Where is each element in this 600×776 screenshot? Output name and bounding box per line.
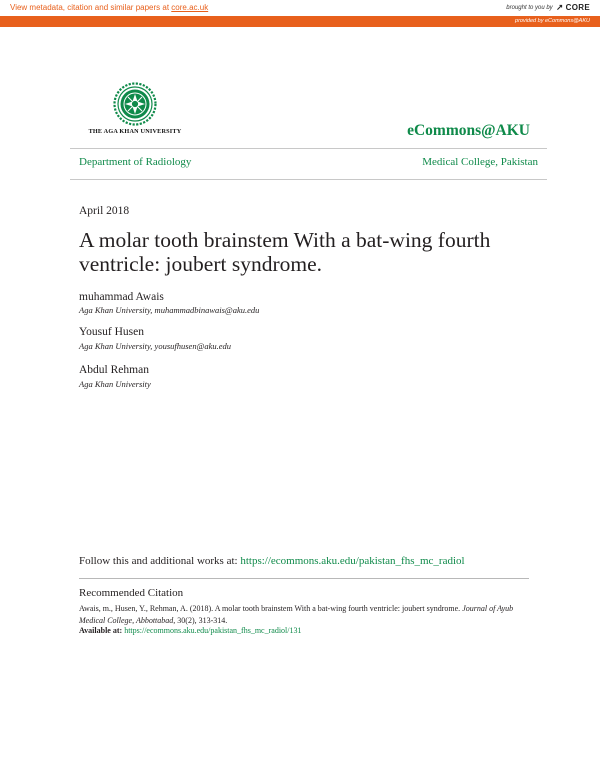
author-affiliation: Aga Khan University, yousufhusen@aku.edu [79, 341, 232, 351]
citation-text [79, 603, 529, 626]
core-banner-strip [0, 16, 600, 27]
recommended-citation-heading: Recommended Citation [79, 587, 184, 599]
university-name: THE AGA KHAN UNIVERSITY [88, 128, 182, 135]
core-brand[interactable]: CORE [565, 3, 590, 12]
follow-text: Follow this and additional works at: [79, 555, 241, 567]
header-divider-top [70, 148, 547, 149]
paper-title: A molar tooth brainstem With a bat-wing fourth ventricle: joubert syndrome. [79, 228, 491, 276]
citation-divider [79, 578, 529, 579]
department-link[interactable]: Department of Radiology [79, 156, 192, 168]
available-at-line [79, 626, 302, 635]
available-label: Available at: [79, 626, 125, 635]
core-brought-text: brought to you by [506, 4, 553, 11]
available-link[interactable]: https://ecommons.aku.edu/pakistan_fhs_mc_radiol/131 [124, 626, 302, 635]
aku-logo [80, 82, 190, 140]
repository-name[interactable]: eCommons@AKU [407, 122, 530, 139]
author-affiliation: Aga Khan University [79, 379, 151, 389]
core-provided-by: provided by eCommons@AKU [515, 18, 590, 24]
citation-journal: Journal of Ayub Medical College, Abbottabad [79, 604, 514, 625]
author-name: muhammad Awais [79, 291, 164, 303]
follow-link[interactable]: https://ecommons.aku.edu/pakistan_fhs_mc_radiol [240, 555, 465, 567]
header-divider-bottom [70, 179, 547, 180]
follow-line [79, 555, 465, 567]
citation-plain: Awais, m., Husen, Y., Rehman, A. (2018). A molar tooth brainstem With a bat-wing fourth ventricle: joubert syndrome. [79, 604, 463, 613]
college-link[interactable]: Medical College, Pakistan [422, 156, 538, 168]
core-brought-by [506, 3, 590, 12]
author-name: Abdul Rehman [79, 364, 149, 376]
core-metadata-link[interactable] [10, 3, 208, 12]
author-name: Yousuf Husen [79, 326, 144, 338]
core-metadata-text: View metadata, citation and similar papers at [10, 3, 172, 12]
publication-date: April 2018 [79, 205, 130, 217]
core-url-link[interactable]: core.ac.uk [171, 3, 209, 12]
core-logo-icon [556, 4, 563, 11]
author-affiliation: Aga Khan University, muhammadbinawais@aku.edu [79, 305, 260, 315]
core-banner [0, 0, 600, 27]
aga-khan-university-seal-icon [113, 82, 157, 126]
citation-tail: , 30(2), 313-314. [173, 615, 228, 625]
